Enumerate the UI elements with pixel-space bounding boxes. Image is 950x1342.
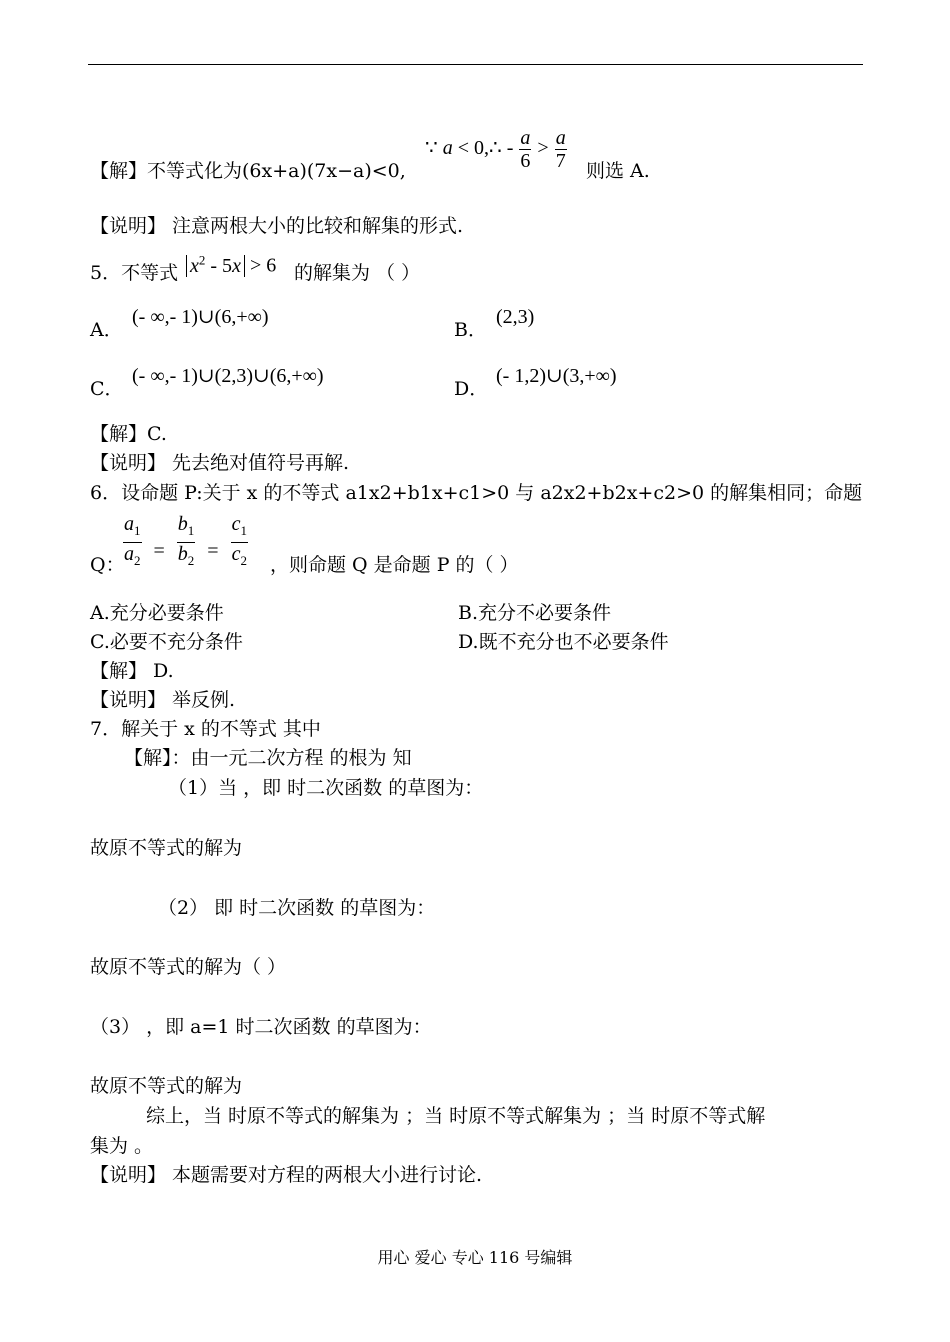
q5-stem-prefix: 5．不等式 [90, 262, 179, 284]
fraction-c1-c2: $\frac{c_1}{c_2}$ [231, 513, 247, 568]
q7-case-3: （3） ，即 a=1 时二次函数 的草图为： [90, 1016, 432, 1038]
q6-ratio-expression: $\frac{a_1}{a_2}$ = $\frac{b_1}{b_2}$ = $\frac{c_1}{c_2}$ [122, 513, 249, 572]
solution-text-1: 【解】不等式化为(6x+a)(7x−a)<0, [90, 160, 406, 182]
q5-option-c-value: (- ∞,- 1)∪(2,3)∪(6,+∞) [132, 365, 324, 387]
page-footer: 用心 爱心 专心 116 号编辑 [377, 1248, 573, 1267]
q5-option-b-label: B． [454, 319, 487, 341]
q5-option-a-label: A． [90, 319, 123, 341]
q6-option-b: B.充分不必要条件 [458, 602, 612, 624]
q7-note: 【说明】 本题需要对方程的两根大小进行讨论. [90, 1164, 483, 1186]
q5-option-d-value: (- 1,2)∪(3,+∞) [496, 365, 617, 387]
q6-option-c: C.必要不充分条件 [90, 631, 243, 653]
q5-note: 【说明】 先去绝对值符号再解. [90, 452, 350, 474]
q7-case-2: （2） 即 时二次函数 的草图为： [158, 897, 436, 919]
q7-result-1: 故原不等式的解为 [90, 837, 243, 859]
fraction-b1-b2: $\frac{b_1}{b_2}$ [177, 513, 195, 568]
q6-option-a: A.充分必要条件 [90, 602, 224, 624]
q7-result-2: 故原不等式的解为（ ） [90, 956, 287, 978]
fraction-a-over-6: $\frac{a}{6}$ [520, 127, 531, 172]
q5-abs-expression: $x^2 - 5x > 6$ [186, 248, 276, 278]
solution-conclusion-1: 则选 A. [586, 160, 650, 182]
q6-stem: 6．设命题 P:关于 x 的不等式 a1x2+b1x+c1>0 与 a2x2+b2x+c2>0 的解集相同；命题 [90, 482, 863, 504]
q6-option-d: D.既不充分也不必要条件 [458, 631, 669, 653]
q6-q-suffix: ，则命题 Q 是命题 P 的（ ） [270, 554, 519, 576]
header-rule [88, 64, 863, 65]
q7-stem: 7．解关于 x 的不等式 其中 [90, 718, 321, 740]
q5-answer: 【解】C. [90, 423, 167, 445]
q7-case-1: （1）当 ，即 时二次函数 的草图为： [168, 777, 484, 799]
q5-option-b-value: (2,3) [496, 306, 535, 328]
q6-q-prefix: Q： [90, 554, 125, 576]
q5-option-d-label: D． [454, 378, 489, 400]
q5-option-a-value: (- ∞,- 1)∪(6,+∞) [132, 306, 269, 328]
q5-stem-suffix: 的解集为 （ ） [294, 262, 421, 284]
q7-summary-line-1: 综上，当 时原不等式的解集为 ；当 时原不等式解集为 ；当 时原不等式解 [146, 1105, 766, 1127]
fraction-a1-a2: $\frac{a_1}{a_2}$ [124, 513, 141, 568]
q7-summary-line-2: 集为 。 [90, 1135, 154, 1157]
q6-answer: 【解】 D. [90, 660, 174, 682]
q7-solution: 【解】：由一元二次方程 的根为 知 [124, 747, 412, 769]
q6-note: 【说明】 举反例. [90, 689, 236, 711]
q5-option-c-label: C． [90, 378, 124, 400]
fraction-a-over-7: $\frac{a}{7}$ [555, 127, 566, 172]
q7-result-3: 故原不等式的解为 [90, 1075, 243, 1097]
reason-math: ∵ a < 0,∴ - $\frac{a}{6}$ > $\frac{a}{7}$ [425, 127, 566, 172]
note-1: 【说明】 注意两根大小的比较和解集的形式. [90, 215, 464, 237]
